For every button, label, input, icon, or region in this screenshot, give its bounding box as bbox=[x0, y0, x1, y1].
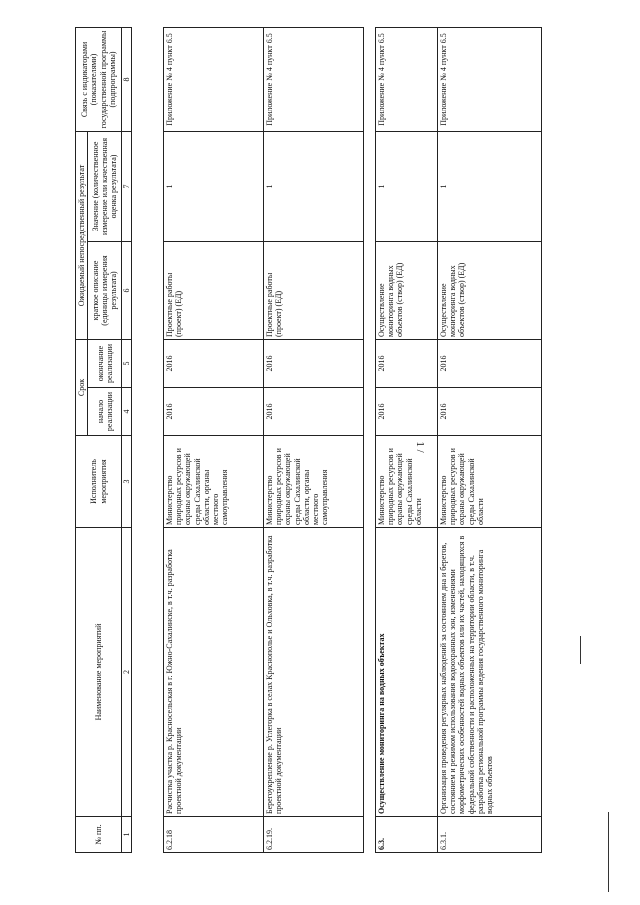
table-block-2 bbox=[375, 27, 542, 853]
col-number: 6 bbox=[122, 241, 132, 339]
table-row bbox=[376, 28, 438, 853]
row-start: 2016 bbox=[376, 388, 438, 436]
row-no: 6.2.19. bbox=[264, 817, 364, 853]
header-end: окончание реализации bbox=[88, 339, 122, 387]
col-number: 3 bbox=[122, 436, 132, 528]
row-start: 2016 bbox=[164, 388, 264, 436]
col-number: 8 bbox=[122, 27, 132, 131]
row-no: 6.3. bbox=[376, 817, 438, 853]
row-brief: Проектные работы (проект) (ЕД) bbox=[164, 242, 264, 340]
row-name: Расчистка участка р. Красносельская в г. Южно-Сахалинске, в т.ч. разработка проектной документации bbox=[164, 528, 264, 817]
table-row bbox=[264, 28, 364, 853]
table-block-1 bbox=[163, 27, 364, 853]
scan-margin-line bbox=[580, 636, 581, 664]
row-link: Приложение № 4 пункт 6.5 bbox=[438, 28, 542, 132]
header-result: Ожидаемый непосредственный результат bbox=[76, 131, 88, 339]
table-header bbox=[75, 27, 132, 853]
row-link: Приложение № 4 пункт 6.5 bbox=[376, 28, 438, 132]
table-row bbox=[164, 28, 264, 853]
row-name: Берегоукрепление р. Углегорка в селах Краснополье и Ольховка, в т.ч. разработка проектной документации bbox=[264, 528, 364, 817]
row-start: 2016 bbox=[264, 388, 364, 436]
header-name: Наименование мероприятий bbox=[76, 528, 122, 817]
row-value: 1 bbox=[264, 132, 364, 242]
col-number: 1 bbox=[122, 817, 132, 853]
row-brief: Проектные работы (проект) (ЕД) bbox=[264, 242, 364, 340]
row-link: Приложение № 4 пункт 6.5 bbox=[264, 28, 364, 132]
header-term: Срок bbox=[76, 339, 88, 435]
row-end: 2016 bbox=[376, 340, 438, 388]
table-row bbox=[438, 28, 542, 853]
row-executor: Министерство природных ресурсов и охраны окружающей среды Сахалинской области bbox=[438, 436, 542, 528]
row-no: 6.3.1. bbox=[438, 817, 542, 853]
row-end: 2016 bbox=[438, 340, 542, 388]
row-executor: Министерство природных ресурсов и охраны окружающей среды Сахалинской области bbox=[376, 436, 438, 528]
col-number: 7 bbox=[122, 131, 132, 241]
rotated-document bbox=[75, 28, 605, 853]
header-link: Связь с индикаторами (показателями) государственной программы (подпрограммы) bbox=[76, 27, 122, 131]
col-number: 5 bbox=[122, 339, 132, 387]
row-name: Осуществление мониторинга на водных объектах bbox=[376, 528, 438, 817]
col-number: 2 bbox=[122, 528, 132, 817]
header-no: № пп. bbox=[76, 817, 122, 853]
scan-margin-line bbox=[608, 812, 609, 892]
row-end: 2016 bbox=[164, 340, 264, 388]
row-no: 6.2.18 bbox=[164, 817, 264, 853]
row-end: 2016 bbox=[264, 340, 364, 388]
col-number: 4 bbox=[122, 388, 132, 436]
header-value: Значение (количественное измерение или качественная оценка результата) bbox=[88, 131, 122, 241]
header-brief: краткое описание (единицы измерения результата) bbox=[88, 241, 122, 339]
header-executor: Исполнитель мероприятия bbox=[76, 436, 122, 528]
row-brief: Осуществление мониторинга водных объектов (створ) (ЕД) bbox=[438, 242, 542, 340]
row-value: 1 bbox=[438, 132, 542, 242]
row-name: Организация проведения регулярных наблюдений за состоянием дна и берегов, состоянием и режимом использования водоохранных зон, изменениями морфометрических особенностей водных объектов или их частей, находящихся в федеральной собственности и расположенных на территории области, в т.ч. разработка региональной программы ведения государственного мониторинга водных объектов bbox=[438, 528, 542, 817]
row-brief: Осуществление мониторинга водных объектов (створ) (ЕД) bbox=[376, 242, 438, 340]
header-start: начало реализации bbox=[88, 388, 122, 436]
row-executor: Министерство природных ресурсов и охраны окружающей среды Сахалинской области, органы местного самоуправления bbox=[264, 436, 364, 528]
row-link: Приложение № 4 пункт 6.5 bbox=[164, 28, 264, 132]
row-executor: Министерство природных ресурсов и охраны окружающей среды Сахалинской области, органы местного самоуправления bbox=[164, 436, 264, 528]
row-value: 1 bbox=[376, 132, 438, 242]
row-value: 1 bbox=[164, 132, 264, 242]
row-start: 2016 bbox=[438, 388, 542, 436]
page-number: 1 / bbox=[414, 441, 426, 453]
